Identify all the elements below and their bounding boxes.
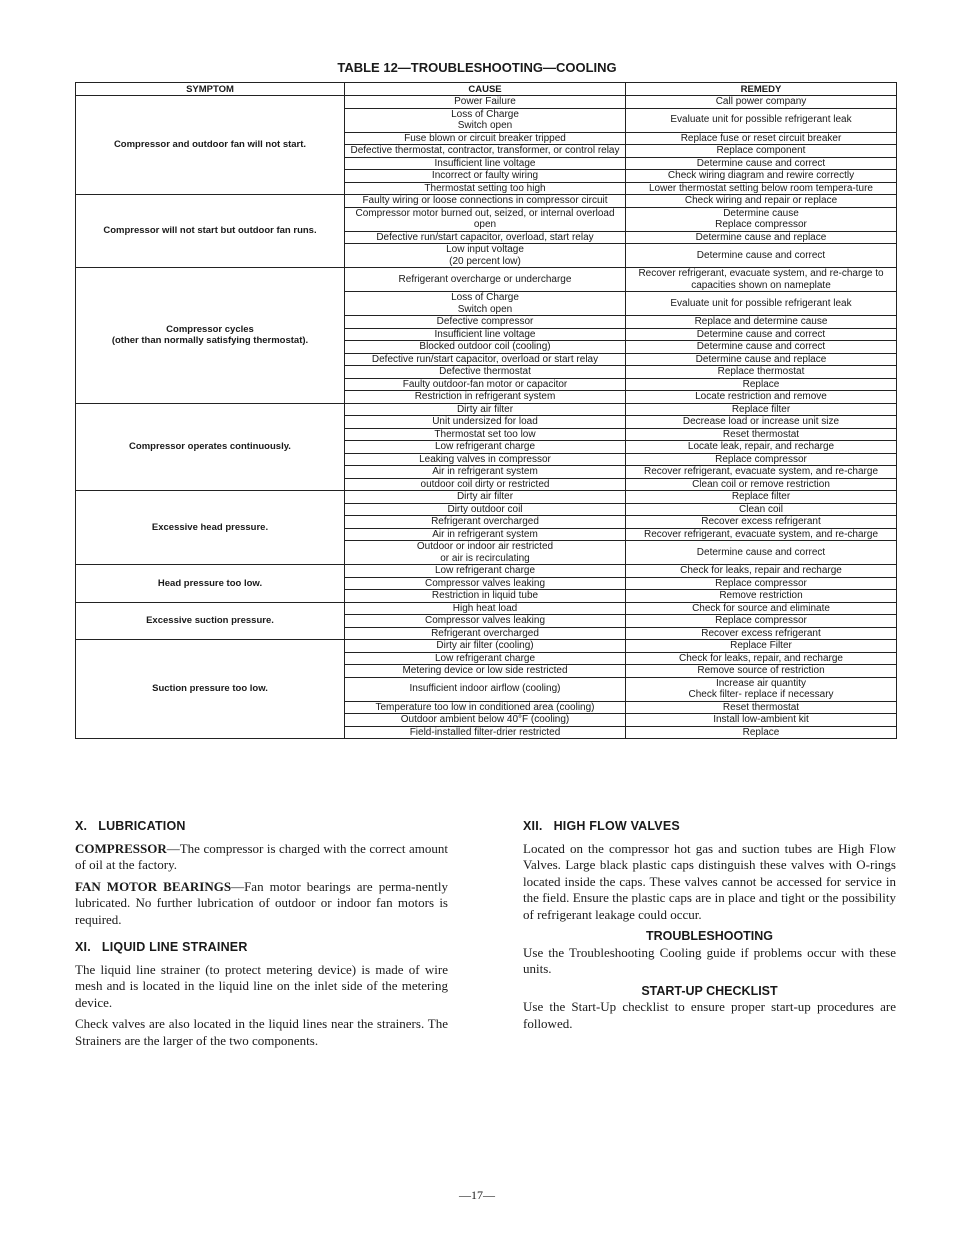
remedy-cell: Replace compressor [626, 453, 897, 466]
cause-cell: Leaking valves in compressor [345, 453, 626, 466]
header-cause: CAUSE [345, 83, 626, 96]
cause-cell: Air in refrigerant system [345, 466, 626, 479]
header-remedy: REMEDY [626, 83, 897, 96]
cause-cell: Faulty outdoor-fan motor or capacitor [345, 378, 626, 391]
remedy-cell: Replace component [626, 145, 897, 158]
cause-cell: Insufficient indoor airflow (cooling) [345, 677, 626, 701]
remedy-cell: Check wiring diagram and rewire correctly [626, 170, 897, 183]
header-symptom: SYMPTOM [76, 83, 345, 96]
cause-cell: Insufficient line voltage [345, 328, 626, 341]
troubleshooting-heading: TROUBLESHOOTING [645, 929, 774, 943]
remedy-cell: Recover excess refrigerant [626, 627, 897, 640]
remedy-cell: Replace [626, 378, 897, 391]
remedy-cell: Remove restriction [626, 590, 897, 603]
cause-cell: Refrigerant overcharged [345, 516, 626, 529]
cause-cell: Low input voltage (20 percent low) [345, 244, 626, 268]
cause-cell: High heat load [345, 602, 626, 615]
remedy-cell: Replace filter [626, 491, 897, 504]
fan-motor-text: —Fan motor bearings are perma-nently lubricated. No further lubrication of outdoor or indoor fan motors is required. [75, 878, 448, 927]
table-row [76, 640, 897, 653]
table-row [76, 602, 897, 615]
symptom-cell: Compressor operates continuously. [76, 403, 345, 491]
compressor-paragraph [75, 841, 448, 874]
remedy-cell: Determine cause and correct [626, 157, 897, 170]
cause-cell: outdoor coil dirty or restricted [345, 478, 626, 491]
table-row [76, 565, 897, 578]
remedy-cell: Check wiring and repair or replace [626, 195, 897, 208]
remedy-cell: Evaluate unit for possible refrigerant leak [626, 292, 897, 316]
remedy-cell: Determine cause and correct [626, 244, 897, 268]
cause-cell: Outdoor ambient below 40°F (cooling) [345, 714, 626, 727]
troubleshooting-paragraph: Use the Troubleshooting Cooling guide if problems occur with these units. [523, 944, 896, 976]
cause-cell: Thermostat setting too high [345, 182, 626, 195]
right-column [523, 818, 896, 1037]
strainer-heading: XI. LIQUID LINE STRAINER [75, 940, 248, 954]
symptom-cell: Excessive head pressure. [76, 491, 345, 565]
cause-cell: Defective run/start capacitor, overload, start relay [345, 231, 626, 244]
symptom-cell: Compressor cycles (other than normally satisfying thermostat). [76, 268, 345, 404]
remedy-cell: Check for leaks, repair and recharge [626, 565, 897, 578]
remedy-cell: Decrease load or increase unit size [626, 416, 897, 429]
remedy-cell: Determine cause Replace compressor [626, 207, 897, 231]
cause-cell: Unit undersized for load [345, 416, 626, 429]
cause-cell: Defective thermostat [345, 366, 626, 379]
cause-cell: Incorrect or faulty wiring [345, 170, 626, 183]
cause-cell: Defective compressor [345, 316, 626, 329]
remedy-cell: Replace fuse or reset circuit breaker [626, 132, 897, 145]
high-flow-paragraph: Located on the compressor hot gas and suction tubes are High Flow Valves. Large black plastic caps distinguish these valves with O-rings located inside the caps. These valves cannot be accessed for service in the field. Ensure the plastic caps are in place and tight or the possibility of refrigerant leakage could occur. [523, 840, 896, 922]
cause-cell: Power Failure [345, 96, 626, 109]
table-row [76, 96, 897, 109]
remedy-cell: Recover excess refrigerant [626, 516, 897, 529]
remedy-cell: Determine cause and replace [626, 353, 897, 366]
remedy-cell: Replace Filter [626, 640, 897, 653]
remedy-cell: Install low-ambient kit [626, 714, 897, 727]
remedy-cell: Replace [626, 726, 897, 739]
remedy-cell: Recover refrigerant, evacuate system, and re-charge [626, 528, 897, 541]
cause-cell: Low refrigerant charge [345, 652, 626, 665]
cause-cell: Compressor valves leaking [345, 615, 626, 628]
remedy-cell: Increase air quantity Check filter- replace if necessary [626, 677, 897, 701]
remedy-cell: Determine cause and correct [626, 341, 897, 354]
cause-cell: Low refrigerant charge [345, 441, 626, 454]
strainer-paragraph-2: Check valves are also located in the liquid lines near the strainers. The Strainers are the larger of the two components. [75, 1016, 448, 1048]
remedy-cell: Replace compressor [626, 577, 897, 590]
remedy-cell: Reset thermostat [626, 701, 897, 714]
cause-cell: Thermostat set too low [345, 428, 626, 441]
remedy-cell: Lower thermostat setting below room tempera-ture [626, 182, 897, 195]
cause-cell: Metering device or low side restricted [345, 665, 626, 678]
cause-cell: Compressor valves leaking [345, 577, 626, 590]
cause-cell: Defective run/start capacitor, overload or start relay [345, 353, 626, 366]
table-row [76, 195, 897, 208]
fan-motor-paragraph [75, 879, 448, 929]
cause-cell: Restriction in refrigerant system [345, 391, 626, 404]
symptom-cell: Head pressure too low. [76, 565, 345, 603]
remedy-cell: Replace thermostat [626, 366, 897, 379]
cause-cell: Outdoor or indoor air restricted or air is recirculating [345, 541, 626, 565]
left-column [75, 818, 448, 1054]
cause-cell: Defective thermostat, contractor, transformer, or control relay [345, 145, 626, 158]
symptom-cell: Compressor will not start but outdoor fan runs. [76, 195, 345, 268]
remedy-cell: Recover refrigerant, evacuate system, and re-charge [626, 466, 897, 479]
remedy-cell: Clean coil [626, 503, 897, 516]
compressor-lead: COMPRESSOR [75, 840, 167, 856]
remedy-cell: Clean coil or remove restriction [626, 478, 897, 491]
cause-cell: Low refrigerant charge [345, 565, 626, 578]
cause-cell: Compressor motor burned out, seized, or internal overload open [345, 207, 626, 231]
cause-cell: Blocked outdoor coil (cooling) [345, 341, 626, 354]
strainer-paragraph-1: The liquid line strainer (to protect metering device) is made of wire mesh and is located in the liquid line on the inlet side of the metering device. [75, 961, 448, 1010]
table-title: TABLE 12—TROUBLESHOOTING—COOLING [337, 60, 617, 75]
remedy-cell: Check for leaks, repair, and recharge [626, 652, 897, 665]
cause-cell: Dirty air filter [345, 491, 626, 504]
cause-cell: Dirty air filter [345, 403, 626, 416]
page-number: —17— [459, 1188, 495, 1202]
remedy-cell: Call power company [626, 96, 897, 109]
cause-cell: Field-installed filter-drier restricted [345, 726, 626, 739]
startup-paragraph: Use the Start-Up checklist to ensure proper start-up procedures are followed. [523, 999, 896, 1031]
remedy-cell: Determine cause and replace [626, 231, 897, 244]
remedy-cell: Determine cause and correct [626, 541, 897, 565]
troubleshooting-table [75, 82, 897, 739]
cause-cell: Refrigerant overcharge or undercharge [345, 268, 626, 292]
high-flow-heading: XII. HIGH FLOW VALVES [523, 819, 680, 833]
remedy-cell: Recover refrigerant, evacuate system, and re-charge to capacities shown on nameplate [626, 268, 897, 292]
remedy-cell: Locate leak, repair, and recharge [626, 441, 897, 454]
table-row [76, 491, 897, 504]
symptom-cell: Suction pressure too low. [76, 640, 345, 739]
fan-motor-lead: FAN MOTOR BEARINGS [75, 878, 232, 894]
compressor-text: —The compressor is charged with the correct amount of oil at the factory. [75, 840, 448, 872]
remedy-cell: Replace and determine cause [626, 316, 897, 329]
remedy-cell: Check for source and eliminate [626, 602, 897, 615]
cause-cell: Loss of Charge Switch open [345, 108, 626, 132]
cause-cell: Refrigerant overcharged [345, 627, 626, 640]
remedy-cell: Reset thermostat [626, 428, 897, 441]
cause-cell: Temperature too low in conditioned area (cooling) [345, 701, 626, 714]
cause-cell: Loss of Charge Switch open [345, 292, 626, 316]
cause-cell: Insufficient line voltage [345, 157, 626, 170]
remedy-cell: Replace compressor [626, 615, 897, 628]
table-header-row [76, 83, 897, 96]
cause-cell: Faulty wiring or loose connections in compressor circuit [345, 195, 626, 208]
cause-cell: Fuse blown or circuit breaker tripped [345, 132, 626, 145]
remedy-cell: Replace filter [626, 403, 897, 416]
remedy-cell: Evaluate unit for possible refrigerant leak [626, 108, 897, 132]
lubrication-heading: X. LUBRICATION [75, 819, 186, 833]
table-row [76, 268, 897, 292]
remedy-cell: Determine cause and correct [626, 328, 897, 341]
remedy-cell: Locate restriction and remove [626, 391, 897, 404]
symptom-cell: Compressor and outdoor fan will not start. [76, 96, 345, 195]
remedy-cell: Remove source of restriction [626, 665, 897, 678]
cause-cell: Dirty air filter (cooling) [345, 640, 626, 653]
cause-cell: Dirty outdoor coil [345, 503, 626, 516]
cause-cell: Restriction in liquid tube [345, 590, 626, 603]
cause-cell: Air in refrigerant system [345, 528, 626, 541]
table-row [76, 403, 897, 416]
symptom-cell: Excessive suction pressure. [76, 602, 345, 640]
startup-heading: START-UP CHECKLIST [641, 983, 778, 998]
